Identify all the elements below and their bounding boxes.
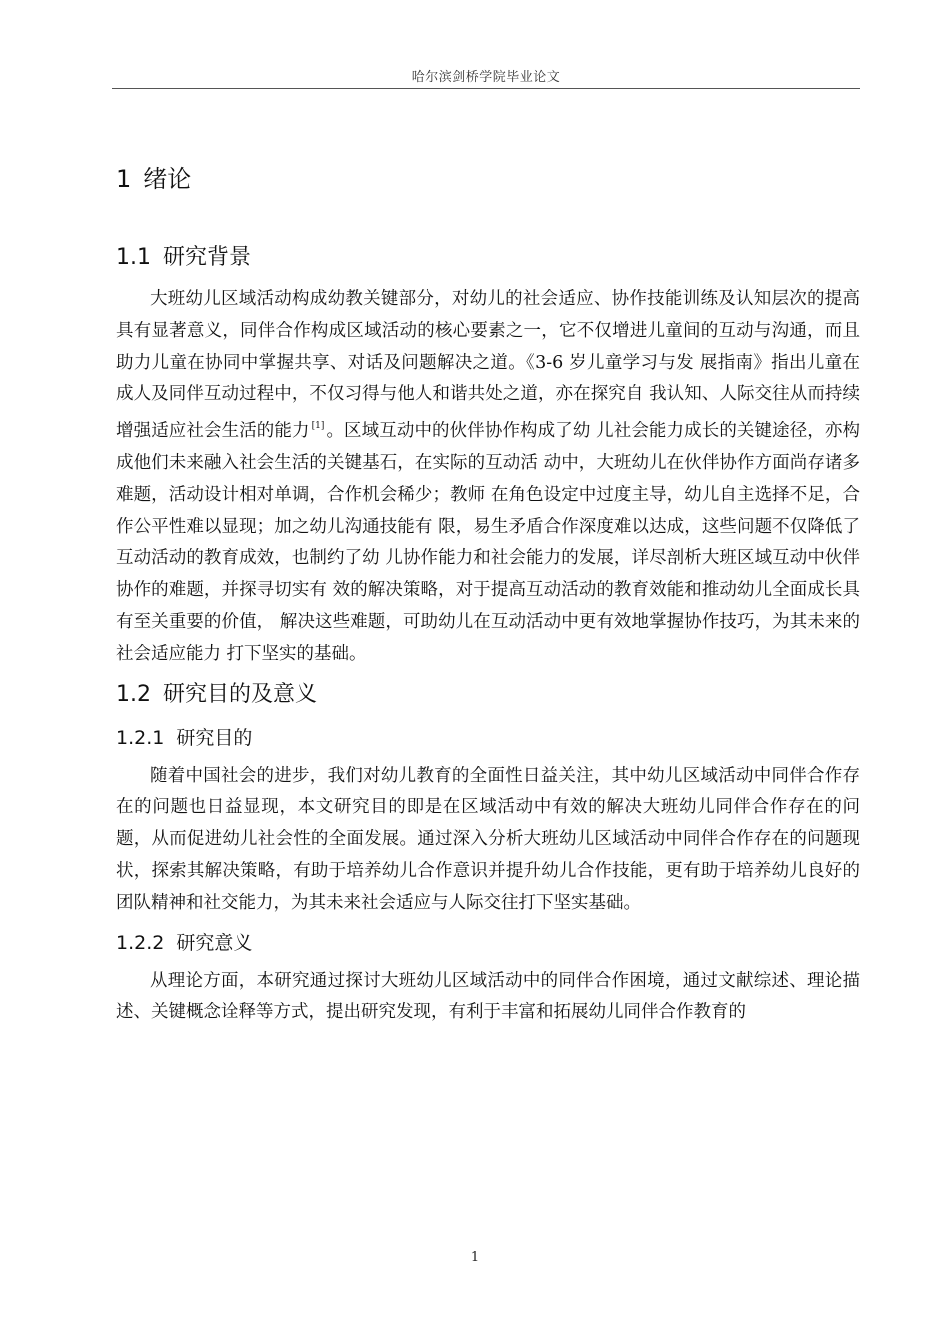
paragraph-text: 。区域互动中的伙伴协作构成了幼 儿社会能力成长的关键途径，亦构成他们未来融入社会生活的关键基石，在实际的互动活 动中，大班幼儿在伙伴协作方面尚存诸多难题，活动设计相对单调，合作机会稀少；教师 在角色设定中过度主导，幼儿自主选择不足，合作公平性难以显现；加之幼儿沟通技能有 限，易生矛盾合作深度难以达成，这些问题不仅降低了互动活动的教育成效，也制约了幼 儿协作能力和社会能力的发展，详尽剖析大班区域互动中伙伴协作的难题，并探寻切实有 效的解决策略，对于提高互动活动的教育效能和推动幼儿全面成长具有至关重要的价值， 解决这些难题，可助幼儿在互动活动中更有效地掌握协作技巧，为其未来的社会适应能力 打下坚实的基础。 — [116, 421, 861, 664]
subsection-title: 研究意义 — [176, 931, 253, 954]
section-number: 1.1 — [116, 245, 151, 270]
chapter-number: 1 — [116, 165, 132, 193]
page-number: 1 — [470, 1250, 480, 1265]
chapter-heading — [116, 158, 860, 200]
subsection-heading-1-2-1 — [116, 719, 860, 757]
section-number: 1.2 — [116, 681, 151, 707]
chapter-title: 绪论 — [143, 165, 192, 193]
purpose-paragraph: 随着中国社会的进步，我们对幼儿教育的全面性日益关注，其中幼儿区域活动中同伴合作存在的问题也日益显现，本文研究目的即是在区域活动中有效的解决大班幼儿同伴合作存在的问题，从而促进幼儿社会性的全面发展。通过深入分析大班幼儿区域活动中同伴合作存在的问题现状，探索其解决策略，有助于培养幼儿合作意识并提升幼儿合作技能，更有助于培养幼儿良好的团队精神和社交能力，为其未来社会适应与人际交往打下坚实基础。 — [116, 765, 860, 913]
page-body — [116, 158, 860, 1029]
section-title: 研究目的及意义 — [163, 681, 318, 707]
subsection-heading-1-2-2 — [116, 924, 860, 962]
header-divider — [112, 88, 860, 89]
background-paragraph — [116, 284, 860, 671]
significance-paragraph: 从理论方面，本研究通过探讨大班幼儿区域活动中的同伴合作困境，通过文献综述、理论描述、关键概念诠释等方式，提出研究发现，有利于丰富和拓展幼儿同伴合作教育的 — [116, 970, 860, 1023]
subsection-number: 1.2.2 — [116, 931, 165, 954]
section-heading-1-2 — [116, 675, 860, 715]
section-heading-1-1 — [116, 238, 860, 278]
citation-ref: [1] — [311, 421, 325, 432]
paragraph-text: 大班幼儿区域活动构成幼教关键部分，对幼儿的社会适应、协作技能训练及认知层次的提高具有显著意义，同伴合作构成区域活动的核心要素之一，它不仅增进儿童间的互动与沟通，而且助力儿童在协同中掌握共享、对话及问题解决之道。《3-6 岁儿童学习与发 展指南》指出儿童在成人及同伴互动过程中，不仅习得与他人和谐共处之道，亦在探究自 我认知、人际交往从而持续增强适应社会生活的能力 — [116, 289, 860, 442]
subsection-title: 研究目的 — [176, 726, 253, 749]
running-header: 哈尔滨剑桥学院毕业论文 — [411, 70, 561, 85]
section-title: 研究背景 — [163, 245, 252, 270]
subsection-number: 1.2.1 — [116, 726, 165, 749]
